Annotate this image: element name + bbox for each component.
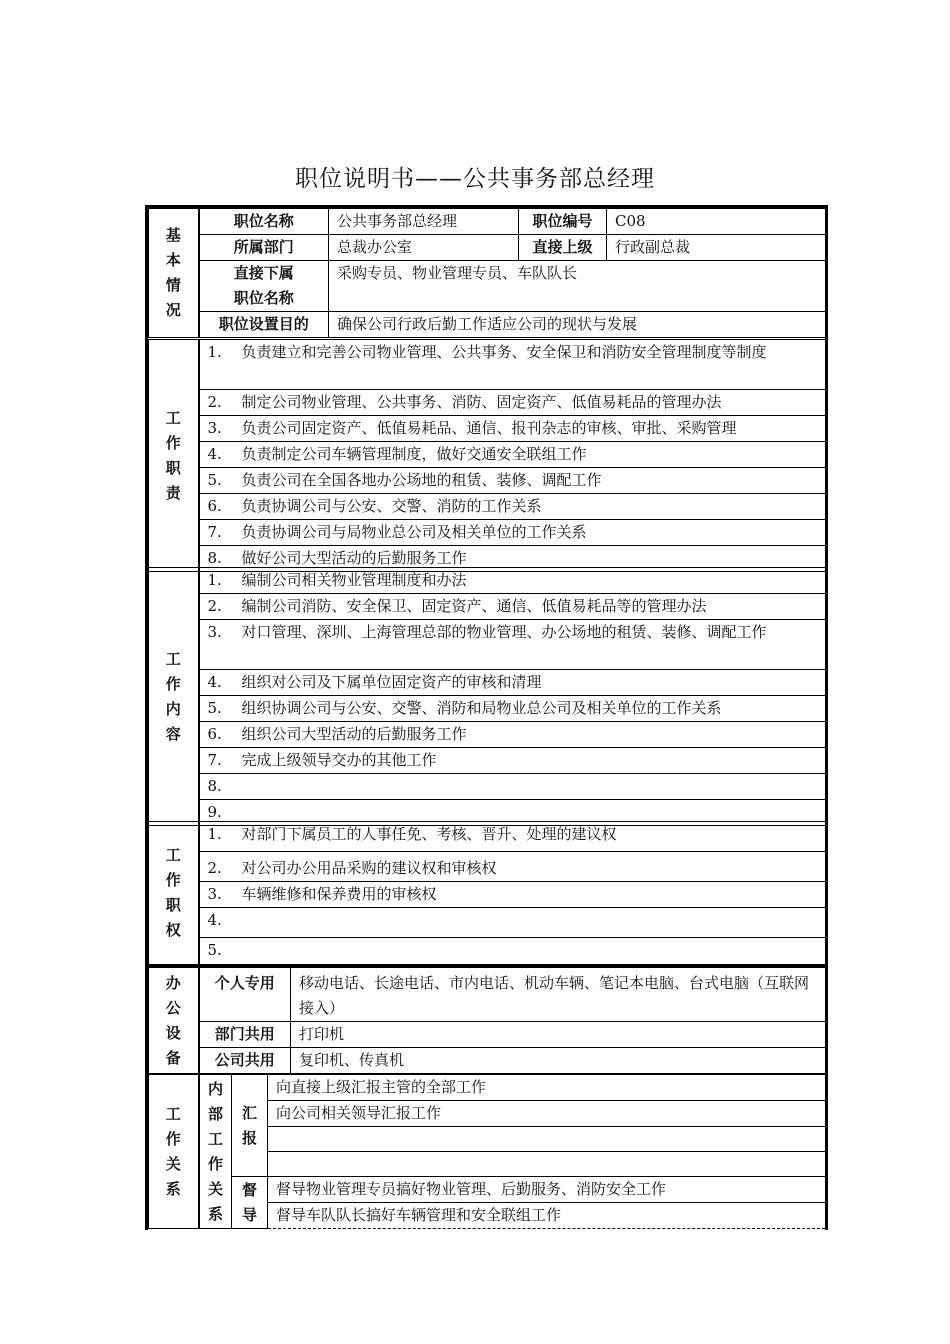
equipment-table <box>148 965 826 1074</box>
content-text: 组织对公司及下属单位固定资产的审核和清理 <box>241 673 542 691</box>
content-number: 4. <box>207 673 222 691</box>
duty-text: 负责建立和完善公司物业管理、公共事务、安全保卫和消防安全管理制度等制度 <box>241 343 767 361</box>
authority-number: 4. <box>207 911 222 929</box>
duty-text: 负责协调公司与公安、交警、消防的工作关系 <box>241 497 542 515</box>
personal-equipment-label: 个人专用 <box>199 967 291 1022</box>
duty-text: 负责公司固定资产、低值易耗品、通信、报刊杂志的审核、审批、采购管理 <box>241 419 737 437</box>
section-content <box>149 568 199 826</box>
content-text: 对口管理、深圳、上海管理总部的物业管理、办公场地的租赁、装修、调配工作 <box>241 623 767 641</box>
duty-number: 1. <box>207 343 222 361</box>
authority-text <box>242 938 818 963</box>
direct-superior-label: 直接上级 <box>519 235 607 261</box>
direct-superior-value: 行政副总裁 <box>607 235 826 261</box>
duty-item <box>199 468 826 494</box>
content-number: 6. <box>207 725 222 743</box>
subordinates-label-line2: 职位名称 <box>233 289 294 307</box>
report-label-text: 汇报 <box>241 1103 257 1147</box>
content-item <box>199 594 826 620</box>
authority-text: 车辆维修和保养费用的审核权 <box>241 885 437 903</box>
duty-item <box>199 390 826 416</box>
section-equipment-label: 办公设备 <box>165 973 181 1067</box>
duty-number: 2. <box>207 393 222 411</box>
duty-number: 7. <box>207 523 222 541</box>
content-text: 完成上级领导交办的其他工作 <box>241 751 437 769</box>
content-number: 8. <box>207 777 222 795</box>
section-content-label: 工作内容 <box>165 649 181 743</box>
department-label: 所属部门 <box>199 235 329 261</box>
authority-item <box>199 852 826 882</box>
duty-number: 3. <box>207 419 222 437</box>
section-authority <box>149 822 199 965</box>
duty-text: 负责协调公司与局物业总公司及相关单位的工作关系 <box>241 523 587 541</box>
content-table <box>148 567 826 826</box>
relations-table <box>148 1074 826 1229</box>
content-text: 编制公司消防、安全保卫、固定资产、通信、低值易耗品等的管理办法 <box>241 597 707 615</box>
position-name-label: 职位名称 <box>199 209 329 235</box>
report-item: 向直接上级汇报主管的全部工作 <box>268 1075 826 1101</box>
dept-equipment-value: 打印机 <box>291 1022 826 1048</box>
supervise-label <box>232 1177 268 1229</box>
section-authority-label: 工作职权 <box>165 846 181 939</box>
section-basic <box>149 209 199 338</box>
content-item <box>199 620 826 670</box>
subordinates-label <box>199 261 329 312</box>
content-item <box>199 696 826 722</box>
duty-text: 负责制定公司车辆管理制度，做好交通安全联组工作 <box>241 445 587 463</box>
report-item: 向公司相关领导汇报工作 <box>268 1101 826 1127</box>
content-text: 组织协调公司与公安、交警、消防和局物业总公司及相关单位的工作关系 <box>241 699 722 717</box>
authority-item <box>199 938 826 965</box>
content-number: 2. <box>207 597 222 615</box>
authority-item <box>199 822 826 852</box>
duty-text: 负责公司在全国各地办公场地的租赁、装修、调配工作 <box>241 471 602 489</box>
authority-number: 5. <box>207 941 222 959</box>
duty-number: 4. <box>207 445 222 463</box>
position-code-label: 职位编号 <box>519 209 607 235</box>
section-equipment <box>149 967 199 1074</box>
subordinates-value: 采购专员、物业管理专员、车队队长 <box>329 261 826 312</box>
position-name-value: 公共事务部总经理 <box>329 209 519 235</box>
content-text: 组织公司大型活动的后勤服务工作 <box>241 725 467 743</box>
content-item <box>199 670 826 696</box>
section-basic-label: 基本情况 <box>165 226 181 319</box>
report-label <box>232 1075 268 1177</box>
authority-number: 2. <box>207 859 222 877</box>
duty-item <box>199 442 826 468</box>
duty-number: 5. <box>207 471 222 489</box>
content-number: 1. <box>207 571 222 589</box>
duty-text: 制定公司物业管理、公共事务、消防、固定资产、低值易耗品的管理办法 <box>241 393 722 411</box>
content-number: 7. <box>207 751 222 769</box>
duty-item <box>199 340 826 390</box>
duty-number: 8. <box>207 549 222 567</box>
internal-relations-text: 内部工作关系 <box>207 1079 223 1223</box>
subordinates-label-line1: 直接下属 <box>233 264 294 282</box>
authority-item <box>199 908 826 938</box>
authority-text: 对公司办公用品采购的建议权和审核权 <box>241 859 497 877</box>
content-item <box>199 774 826 800</box>
content-number: 3. <box>207 623 222 641</box>
authority-table <box>148 821 826 965</box>
authority-text: 对部门下属员工的人事任免、考核、晋升、处理的建议权 <box>241 825 617 843</box>
personal-equipment-value: 移动电话、长途电话、市内电话、机动车辆、笔记本电脑、台式电脑（互联网接入） <box>291 967 826 1022</box>
content-text <box>242 774 818 799</box>
supervise-label-text: 督导 <box>241 1180 257 1224</box>
authority-number: 3. <box>207 885 222 903</box>
duty-item <box>199 494 826 520</box>
supervise-item: 督导车队队长搞好车辆管理和安全联组工作 <box>268 1203 826 1229</box>
duty-number: 6. <box>207 497 222 515</box>
report-item <box>268 1152 826 1177</box>
section-duties <box>149 340 199 572</box>
company-equipment-label: 公司共用 <box>199 1048 291 1074</box>
duty-text: 做好公司大型活动的后勤服务工作 <box>241 549 467 567</box>
purpose-value: 确保公司行政后勤工作适应公司的现状与发展 <box>329 312 826 338</box>
authority-item <box>199 882 826 908</box>
content-item <box>199 722 826 748</box>
supervise-item: 督导物业管理专员搞好物业管理、后勤服务、消防安全工作 <box>268 1177 826 1203</box>
basic-info-table <box>148 208 826 338</box>
report-item <box>268 1127 826 1152</box>
dept-equipment-label: 部门共用 <box>199 1022 291 1048</box>
authority-number: 1. <box>207 825 222 843</box>
purpose-label: 职位设置目的 <box>199 312 329 338</box>
content-item <box>199 568 826 594</box>
content-number: 9. <box>207 803 222 821</box>
authority-text <box>242 908 818 933</box>
content-text: 编制公司相关物业管理制度和办法 <box>241 571 467 589</box>
page-title: 职位说明书——公共事务部总经理 <box>295 166 655 192</box>
internal-relations-label <box>199 1075 232 1229</box>
section-duties-label: 工作职责 <box>165 408 181 502</box>
section-relations <box>149 1075 199 1229</box>
company-equipment-value: 复印机、传真机 <box>291 1048 826 1074</box>
duty-item <box>199 416 826 442</box>
duty-item <box>199 520 826 546</box>
department-value: 总裁办公室 <box>329 235 519 261</box>
position-code-value: C08 <box>607 209 826 235</box>
content-item <box>199 748 826 774</box>
content-number: 5. <box>207 699 222 717</box>
duties-table <box>148 339 826 572</box>
section-relations-label: 工作关系 <box>165 1104 181 1198</box>
